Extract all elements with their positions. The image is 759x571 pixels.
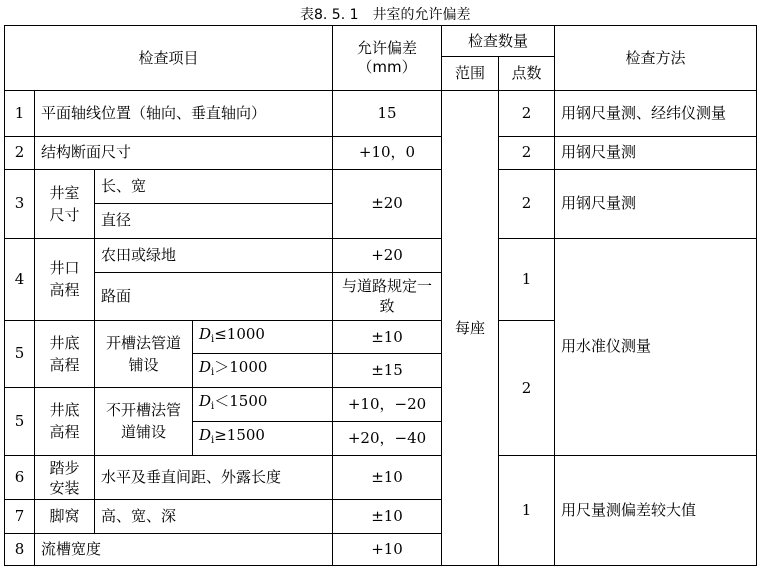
condition [193, 321, 333, 354]
di-symbol: D [199, 358, 212, 377]
tolerance-value: +20 [333, 238, 442, 272]
row-number: 1 [5, 91, 35, 136]
group-label [35, 387, 95, 456]
tolerance-value: +10 [333, 533, 442, 565]
table-row [5, 136, 757, 169]
header-item: 检查项目 [5, 26, 333, 91]
di-symbol: D [199, 325, 212, 344]
check-method: 用钢尺量测 [555, 170, 757, 239]
header-tolerance [333, 26, 442, 91]
header-tolerance-unit: （mm） [357, 58, 417, 77]
points-value: 2 [499, 321, 555, 456]
sub-item: 水平及垂直间距、外露长度 [95, 456, 333, 500]
row-number: 6 [5, 456, 35, 500]
tolerance-value: ±10 [333, 500, 442, 533]
points-value: 2 [499, 136, 555, 169]
check-method: 用尺量测偏差较大值 [555, 456, 757, 566]
table-row [5, 91, 757, 136]
header-method: 检查方法 [555, 26, 757, 91]
check-item: 流槽宽度 [35, 533, 333, 565]
table-row [5, 456, 757, 500]
tolerance-table [4, 25, 757, 566]
di-subscript: i [211, 401, 215, 413]
tolerance-value: +10，−20 [333, 387, 442, 421]
group-label [35, 456, 95, 500]
points-value: 1 [499, 238, 555, 321]
condition-value: ＜1500 [214, 392, 268, 411]
table-caption: 表8. 5. 1 井室的允许偏差 [300, 7, 471, 23]
group-label: 脚窝 [35, 500, 95, 533]
scope-cell: 每座 [442, 91, 499, 566]
group-label-text: 井底高程 [49, 333, 80, 374]
group-label-text: 井室尺寸 [49, 183, 80, 224]
group-label [35, 321, 95, 387]
tolerance-value: ±15 [333, 354, 442, 387]
points-value: 2 [499, 170, 555, 239]
condition [193, 421, 333, 455]
tolerance-text: 与道路规定一致 [342, 277, 433, 316]
table-row [5, 170, 757, 204]
condition-value: ≤1000 [214, 325, 265, 344]
sub-item [95, 321, 193, 387]
sub-item-text: 开槽法管道铺设 [105, 333, 181, 374]
sub-item: 路面 [95, 272, 333, 320]
tolerance-value: ±10 [333, 321, 442, 354]
di-subscript: i [211, 334, 215, 346]
sub-item-text: 不开槽法管道铺设 [105, 401, 181, 442]
header-tolerance-label: 允许偏差 [357, 39, 418, 58]
group-label-text: 踏步安装 [49, 458, 80, 497]
row-number: 5 [5, 387, 35, 456]
group-label [35, 238, 95, 321]
tolerance-value: +10，0 [333, 136, 442, 169]
condition-value: ≥1500 [214, 426, 265, 445]
sub-item: 直径 [95, 204, 333, 238]
header-points: 点数 [499, 57, 555, 91]
tolerance-value [333, 272, 442, 320]
check-item: 平面轴线位置（轴向、垂直轴向） [35, 91, 333, 136]
di-symbol: D [199, 426, 212, 445]
sub-item: 高、宽、深 [95, 500, 333, 533]
sub-item: 农田或绿地 [95, 238, 333, 272]
check-method: 用水准仪测量 [555, 238, 757, 456]
row-number: 3 [5, 170, 35, 239]
condition [193, 354, 333, 387]
points-value: 2 [499, 91, 555, 136]
row-number: 5 [5, 321, 35, 387]
di-symbol: D [199, 392, 212, 411]
header-scope: 范围 [442, 57, 499, 91]
row-number: 8 [5, 533, 35, 565]
sub-item: 长、宽 [95, 170, 333, 204]
row-number: 4 [5, 238, 35, 321]
row-number: 7 [5, 500, 35, 533]
points-value: 1 [499, 456, 555, 566]
table-row [5, 238, 757, 272]
group-label [35, 170, 95, 239]
condition-value: ＞1000 [214, 358, 268, 377]
check-method: 用钢尺量测 [555, 136, 757, 169]
tolerance-value: +20，−40 [333, 421, 442, 455]
check-item: 结构断面尺寸 [35, 136, 333, 169]
condition [193, 387, 333, 421]
sub-item [95, 387, 193, 456]
group-label-text: 井底高程 [49, 401, 80, 442]
header-quantity: 检查数量 [442, 26, 555, 57]
di-subscript: i [211, 435, 215, 447]
tolerance-value: ±10 [333, 456, 442, 500]
group-label-text: 井口高程 [49, 259, 80, 300]
tolerance-value: 15 [333, 91, 442, 136]
di-subscript: i [211, 367, 215, 379]
tolerance-value: ±20 [333, 170, 442, 239]
row-number: 2 [5, 136, 35, 169]
check-method: 用钢尺量测、经纬仪测量 [555, 91, 757, 136]
